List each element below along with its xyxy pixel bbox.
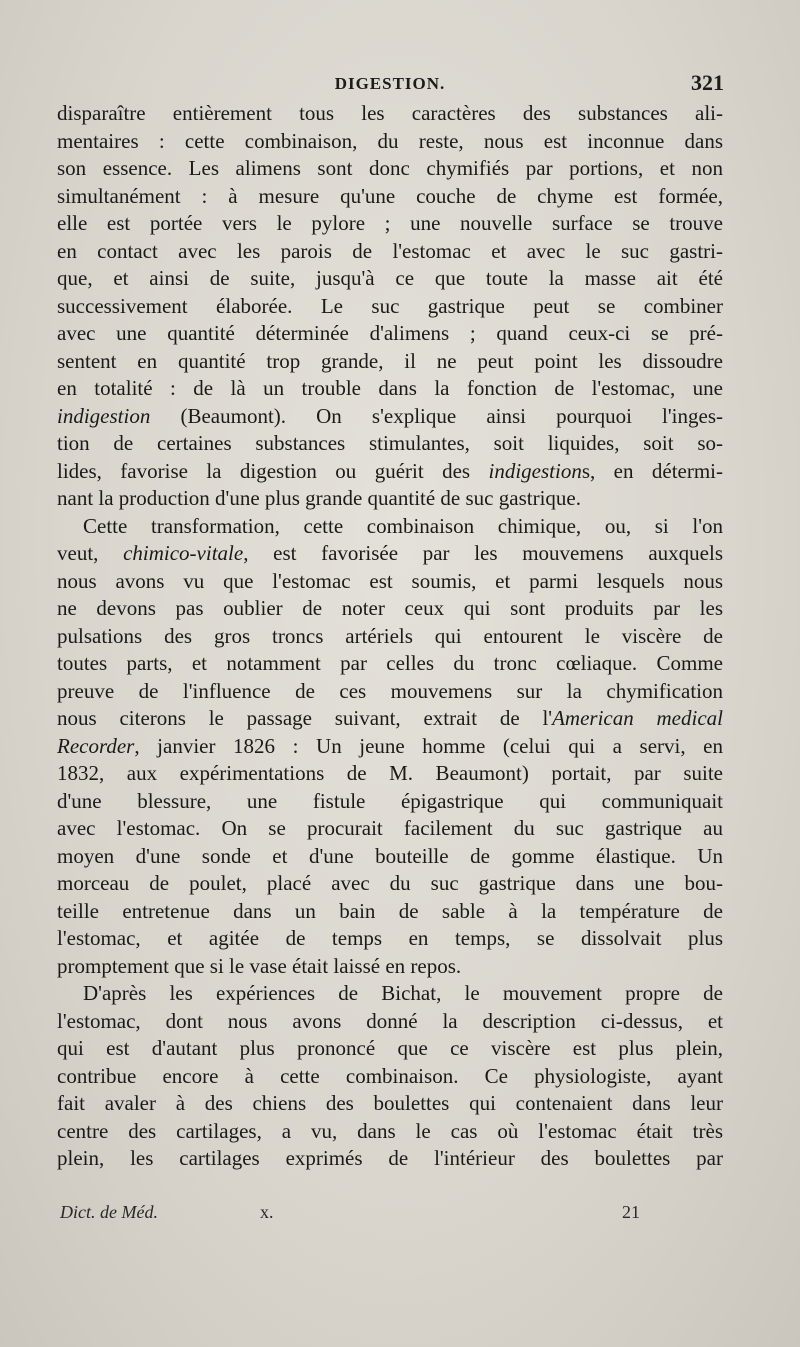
text-line: qui est d'autant plus prononcé que ce viscère est plus plein, <box>57 1036 723 1060</box>
page-header <box>56 70 724 100</box>
text-line: moyen d'une sonde et d'une bouteille de gomme élastique. Un <box>57 843 723 868</box>
page-footer <box>60 1202 700 1228</box>
text-line: D'après les expériences de Bichat, le mouvement propre de <box>83 981 723 1005</box>
footer-sheet-number: 21 <box>622 1202 640 1222</box>
text-line: mentaires : cette combinaison, du reste, nous est inconnue dans <box>57 128 723 153</box>
text-line: d'une blessure, une fistule épigastrique qui communiquait <box>57 788 723 813</box>
text-line: avec une quantité déterminée d'alimens ; quand ceux-ci se pré- <box>57 321 723 345</box>
text-line: sentent en quantité trop grande, il ne peut point les dissoudre <box>57 348 723 373</box>
text-line: nant la production d'une plus grande quantité de suc gastrique. <box>57 486 581 510</box>
text-line: son essence. Les alimens sont donc chymifiés par portions, et non <box>57 156 723 180</box>
text-line: Recorder, janvier 1826 : Un jeune homme (celui qui a servi, en <box>57 733 723 758</box>
text-line: elle est portée vers le pylore ; une nouvelle surface se trouve <box>57 211 723 235</box>
body-text <box>57 100 723 1173</box>
text-line: preuve de l'influence de ces mouvemens sur la chymification <box>57 678 723 703</box>
text-line: en totalité : de là un trouble dans la fonction de l'estomac, une <box>57 376 723 400</box>
text-line: tion de certaines substances stimulantes, soit liquides, soit so- <box>57 431 723 455</box>
text-line: l'estomac, et agitée de temps en temps, se dissolvait plus <box>57 926 723 950</box>
text-line: morceau de poulet, placé avec du suc gastrique dans une bou- <box>57 871 723 895</box>
text-line: contribue encore à cette combinaison. Ce physiologiste, ayant <box>57 1063 723 1088</box>
text-line: 1832, aux expérimentations de M. Beaumont) portait, par suite <box>57 761 723 785</box>
text-line: ne devons pas oublier de noter ceux qui sont produits par les <box>57 596 723 620</box>
text-line: l'estomac, dont nous avons donné la description ci-dessus, et <box>57 1008 723 1033</box>
text-line: nous avons vu que l'estomac est soumis, et parmi lesquels nous <box>57 568 723 593</box>
text-line: que, et ainsi de suite, jusqu'à ce que toute la masse ait été <box>57 266 723 290</box>
text-line: lides, favorise la digestion ou guérit des indigestions, en détermi- <box>57 458 723 483</box>
text-line: veut, chimico-vitale, est favorisée par les mouvemens auxquels <box>57 541 723 565</box>
text-line: disparaître entièrement tous les caractères des substances ali- <box>57 101 723 125</box>
text-line: avec l'estomac. On se procurait facilement du suc gastrique au <box>57 816 723 840</box>
text-line: centre des cartilages, a vu, dans le cas où l'estomac était très <box>57 1118 723 1143</box>
text-line: plein, les cartilages exprimés de l'intérieur des boulettes par <box>57 1146 723 1170</box>
text-line: simultanément : à mesure qu'une couche de chyme est formée, <box>57 183 723 208</box>
footer-volume: x. <box>260 1202 274 1222</box>
text-line: promptement que si le vase était laissé en repos. <box>57 953 462 978</box>
footer-signature: Dict. de Méd. <box>60 1202 158 1222</box>
text-line: indigestion (Beaumont). On s'explique ainsi pourquoi l'inges- <box>57 403 723 428</box>
running-head: DIGESTION. <box>334 74 446 93</box>
text-line: successivement élaborée. Le suc gastrique peut se combiner <box>57 293 723 318</box>
page-number: 321 <box>691 70 724 95</box>
text-line: toutes parts, et notamment par celles du tronc cœliaque. Comme <box>57 651 723 675</box>
text-line: pulsations des gros troncs artériels qui entourent le viscère de <box>57 623 723 648</box>
text-line: fait avaler à des chiens des boulettes qui contenaient dans leur <box>57 1091 723 1115</box>
text-line: en contact avec les parois de l'estomac et avec le suc gastri- <box>57 238 723 263</box>
text-line: nous citerons le passage suivant, extrait de l'American medical <box>57 706 723 730</box>
text-line: Cette transformation, cette combinaison chimique, ou, si l'on <box>83 513 723 538</box>
text-line: teille entretenue dans un bain de sable à la température de <box>57 898 723 923</box>
